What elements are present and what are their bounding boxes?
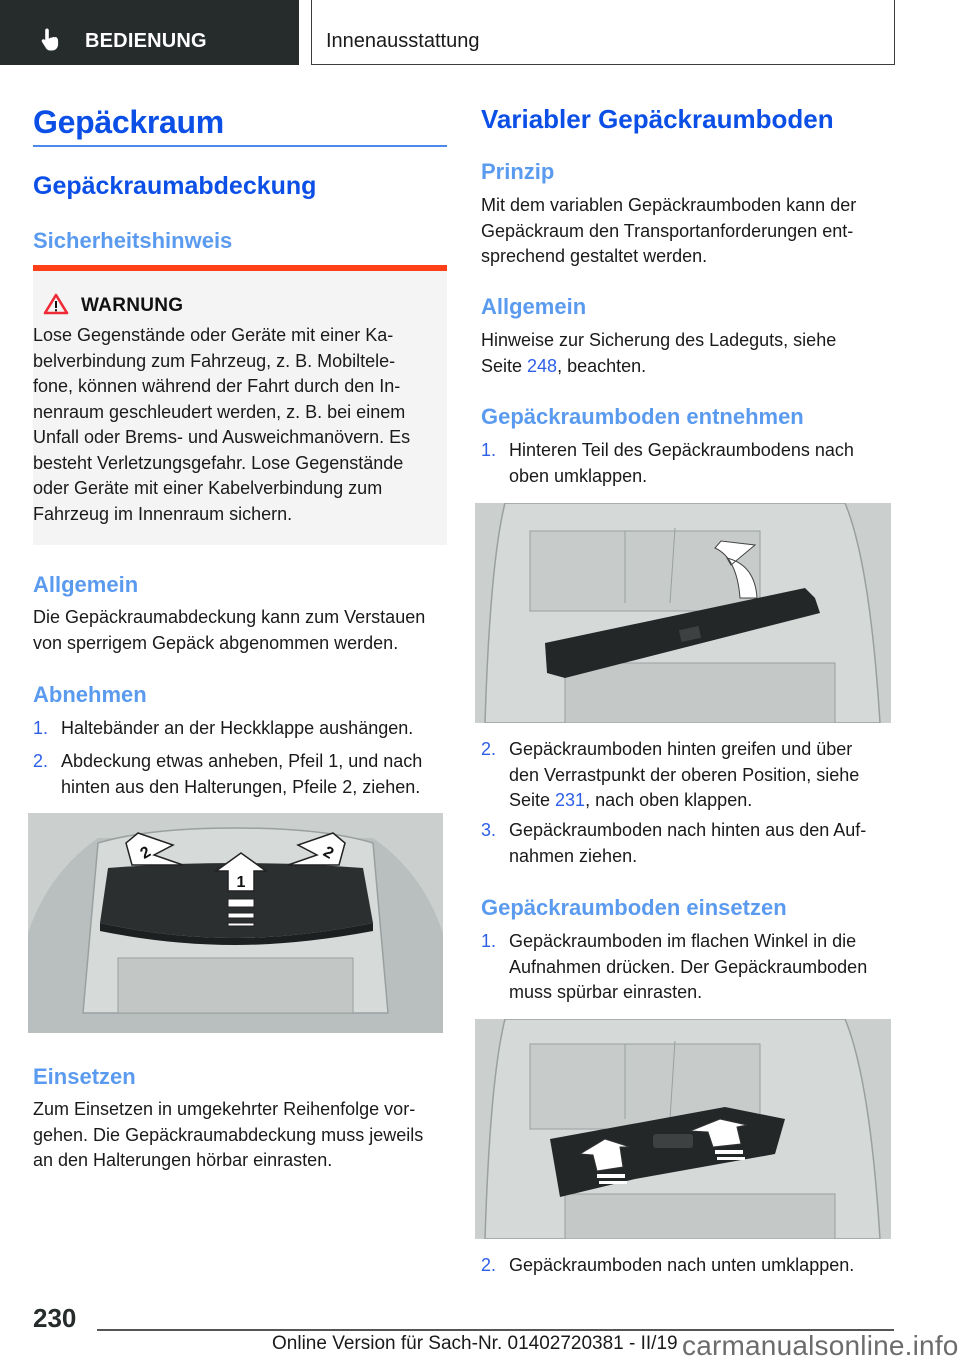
subheading-insert: Einsetzen [33, 1064, 136, 1089]
general-right-text: Hinweise zur Sicherung des Ladeguts, siehe Seite 248, beachten. [481, 330, 837, 376]
figure-cover-removal [28, 813, 443, 1033]
warning-title: WARNUNG [81, 295, 184, 316]
warning-box [33, 271, 447, 545]
page-number: 230 [33, 1303, 77, 1333]
subheading-floor-remove: Gepäckraumboden entnehmen [481, 404, 804, 429]
general-text: Die Gepäckraumabdeckung kann zum Verstauen von sperrigem Gepäck abgenommen werden. [33, 607, 426, 653]
header-category-label: BEDIENUNG [85, 30, 207, 52]
svg-text:2: 2 [137, 843, 154, 863]
insert-text: Zum Einsetzen in umgekehrter Reihenfolge vor- gehen. Die Gepäckraumabdeckung muss jeweils an den Halterungen hörbar einrasten. [33, 1099, 424, 1170]
subheading-general: Allgemein [33, 572, 139, 597]
subheading-principle: Prinzip [481, 159, 555, 184]
subheading-floor-insert: Gepäckraumboden einsetzen [481, 895, 787, 920]
section-heading-floor: Variabler Gepäckraumboden [481, 104, 834, 134]
subheading-safety: Sicherheitshinweis [33, 228, 233, 253]
page-link-231[interactable]: 231 [555, 790, 586, 810]
svg-text:2: 2 [320, 843, 337, 863]
figure-floor-insert [475, 1019, 891, 1239]
section-heading-cover: Gepäckraumabdeckung [33, 172, 317, 200]
title-rule [33, 145, 447, 147]
trunk-cover-illustration [28, 813, 443, 1033]
figure-floor-fold-up [475, 503, 891, 723]
header-category-tab [0, 0, 299, 65]
svg-text:1: 1 [236, 874, 246, 891]
watermark: carmanualsonline.info [682, 1330, 959, 1361]
page-link-248[interactable]: 248 [527, 355, 558, 376]
header-section-label: Innenausstattung [326, 30, 480, 52]
warning-triangle-icon [43, 293, 69, 315]
pointing-hand-icon [40, 27, 64, 53]
page-title: Gepäckraum [33, 104, 224, 140]
subheading-remove: Abnehmen [33, 682, 147, 707]
trunk-floor-fold-illustration [475, 503, 891, 723]
footer-version-text: Online Version für Sach-Nr. 01402720381 - II/19 [272, 1333, 678, 1354]
warning-text: Lose Gegenstände oder Geräte mit einer Ka- belverbindung zum Fahrzeug, z. B. Mobiltele- fone, können während der Fahrt durch den In- nenraum geschleudert werden, z. B. bei einem Unfall oder Brems- und Ausweichmanövern. Es besteht Verletzungsgefahr. Lose Gegenstände oder Geräte mit einer Kabelverbindung zum Fahrzeug im Innenraum sichern. [33, 325, 411, 524]
trunk-floor-insert-illustration [475, 1019, 891, 1239]
subheading-general-right: Allgemein [481, 294, 587, 319]
principle-text: Mit dem variablen Gepäckraumboden kann der Gepäckraum den Transportanforderungen ent- sprechend gestaltet werden. [481, 195, 857, 266]
